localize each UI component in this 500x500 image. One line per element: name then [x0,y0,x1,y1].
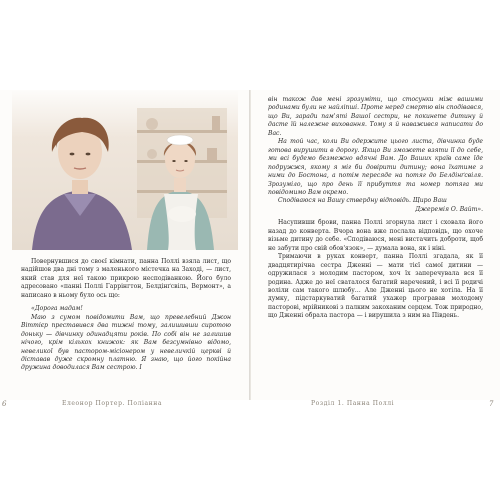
letter-paragraph: На той час, коли Ви одержите цього листа, дівчинка буде готова вирушити в дорогу. Якщо Ви зможете взяти її до себе, ми всі будемо безмежно вдячні Вам. До Ваших країв саме їде подружжя, якому я міг би довірити дитину; вона їхатиме з ними до Бостона, а потім пересяде на потяг до Белдінґсвіля. Зрозуміло, що про день її прибуття та номер потяга ми повідомимо Вам окремо. [268,138,483,196]
running-footer-left: Елеонор Портер. Поліанна [62,400,163,407]
page-number-right: 7 [489,400,494,408]
letter-salutation: «Дорога мадам! [31,305,83,313]
paragraph: Повернувшися до своєї кімнати, панна Поллі взяла лист, що надійшов два дні тому з маленького містечка на Заході, — лист, який став для неї такою прикрою несподіванкою. Його було адресовано «панні Поллі Гаррінгтон, Белдінґсвіль, Вермонт», а написано в ньому було ось що: [21,258,231,299]
page-number-left: 6 [2,400,7,408]
letter-paragraph: Маю з сумом повідомити Вам, що превелебний Джон Віттієр преставився два тижні тому, залишивши сиротою доньку — дівчинку одинадцяти років. По собі він не залишив нічого, крім кількох книжок: як Вам безсумнівно відомо, невеликої був пастором-місіонером у невеличкій церкві й діставав дуже скромну платню. Я знаю, що його покійна дружина доводилася Вам сестрою. І [21,313,231,372]
book-spread [0,90,500,408]
right-body-text [268,96,483,321]
left-body-text [21,258,231,373]
left-page [0,90,249,408]
running-footer-right: Розділ 1. Панна Поллі [311,400,395,407]
letter-paragraph: Сподіваюся на Вашу стверднy відповідь. Щиро Ваш [278,197,447,205]
right-page [251,90,500,408]
paragraph: Насупивши брови, панна Поллі згорнула лист і сховала його назад до конверта. Вчора вона вже послала відповідь, що охоче візьме дитину до себе. «Сподіваюся, мені вистачить доброти, щоб не забути про свій обов'язок», — думала вона, як і ніні. [268,219,483,252]
paragraph: Тримаючи в руках конверт, панна Поллі згадала, як її двадцятирічна сестра Дженні — мати тієї самої дитини — одружилася з молодим пастором, хоч їх заперечувала вся її родина. Адже до неї сваталося багатий наречений, і всі її родичі воліли сам такого шлюбу… Але Дженні цього не хотіла. На її думку, підстаркуватий багатий ухажер програвав молодому пасторові, мрійникові з палким закоханим серцем. Тож природно, що Дженні обрала пастора — і вирушила з ним на Південь. [268,253,483,320]
illustration-women-portrait [12,90,238,250]
letter-paragraph: він також дав мені зрозуміти, що стосунки між вашими родинами були не найліпші. Проте неред смертю він сподівався, що Ви, заради пам'яті Вашої сестри, не покинете дитину й дасте їй належне виховання. Тому я й наважився написати до Вас. [268,96,483,137]
letter-signature: Джеремія О. Вайт». [415,205,483,213]
